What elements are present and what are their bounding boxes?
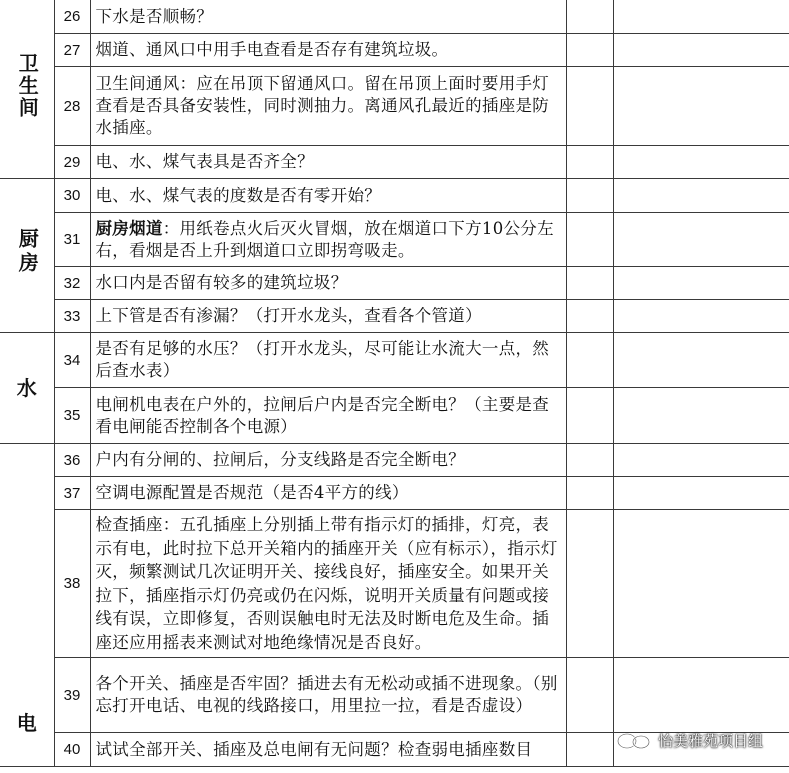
row-number: 40 xyxy=(54,733,90,767)
note-cell[interactable] xyxy=(613,333,789,388)
category-cell-electric xyxy=(0,444,54,767)
row-number: 27 xyxy=(54,34,90,67)
watermark-text: 怡美雅苑项目组 xyxy=(657,732,763,750)
row-number: 26 xyxy=(54,0,90,34)
note-cell[interactable] xyxy=(613,67,789,146)
row-number: 36 xyxy=(54,444,90,477)
row-description: 水口内是否留有较多的建筑垃圾？ xyxy=(90,267,566,300)
row-description: 上下管是否有渗漏？（打开水龙头，查看各个管道） xyxy=(90,300,566,333)
note-cell[interactable] xyxy=(613,658,789,733)
note-cell[interactable] xyxy=(613,179,789,213)
row-description: 卫生间通风：应在吊顶下留通风口。留在吊顶上面时要用手灯查看是否具备安装性，同时测抽力。离通风孔最近的插座是防水插座。 xyxy=(90,67,566,146)
row-description xyxy=(90,213,566,267)
check-cell[interactable] xyxy=(566,267,613,300)
table-row xyxy=(0,0,789,34)
category-label: 水 xyxy=(16,375,37,400)
table-row xyxy=(0,179,789,213)
row-description: 是否有足够的水压？（打开水龙头，尽可能让水流大一点，然后查水表） xyxy=(90,333,566,388)
table-row xyxy=(0,213,789,267)
row-description: 电闸机电表在户外的，拉闸后户内是否完全断电？（主要是查看电闸能否控制各个电源） xyxy=(90,388,566,444)
category-cell-water xyxy=(0,333,54,444)
note-cell[interactable] xyxy=(613,510,789,658)
row-description: 空调电源配置是否规范（是否4平方的线） xyxy=(90,477,566,510)
row-number: 28 xyxy=(54,67,90,146)
check-cell[interactable] xyxy=(566,444,613,477)
check-cell[interactable] xyxy=(566,733,613,767)
note-cell[interactable] xyxy=(613,477,789,510)
check-cell[interactable] xyxy=(566,333,613,388)
check-cell[interactable] xyxy=(566,179,613,213)
row-number: 29 xyxy=(54,146,90,179)
category-label: 厨房 xyxy=(15,228,40,276)
note-cell[interactable] xyxy=(613,388,789,444)
note-cell[interactable] xyxy=(613,34,789,67)
table-row xyxy=(0,444,789,477)
row-number: 32 xyxy=(54,267,90,300)
table-row xyxy=(0,477,789,510)
row-number: 37 xyxy=(54,477,90,510)
table-row xyxy=(0,300,789,333)
row-number: 35 xyxy=(54,388,90,444)
category-cell-kitchen xyxy=(0,179,54,333)
row-description: 下水是否顺畅？ xyxy=(90,0,566,34)
row-number: 38 xyxy=(54,510,90,658)
row-number: 34 xyxy=(54,333,90,388)
table-row xyxy=(0,658,789,733)
check-cell[interactable] xyxy=(566,34,613,67)
row-description: 电、水、煤气表具是否齐全？ xyxy=(90,146,566,179)
check-cell[interactable] xyxy=(566,388,613,444)
row-number: 33 xyxy=(54,300,90,333)
row-description: 电、水、煤气表的度数是否有零开始？ xyxy=(90,179,566,213)
row-description-text: ：用纸卷点火后灭火冒烟，放在烟道口下方10公分左右，看烟是否上升到烟道口立即拐弯吸走。 xyxy=(95,218,554,260)
bold-prefix: 厨房烟道 xyxy=(95,218,163,238)
row-number: 30 xyxy=(54,179,90,213)
row-number: 31 xyxy=(54,213,90,267)
table-row xyxy=(0,510,789,658)
check-cell[interactable] xyxy=(566,146,613,179)
category-label: 电 xyxy=(16,710,37,735)
table-row xyxy=(0,388,789,444)
row-description: 检查插座：五孔插座上分别插上带有指示灯的插排，灯亮，表示有电，此时拉下总开关箱内的插座开关（应有标示），指示灯灭，频繁测试几次证明开关、接线良好，插座安全。如果开关拉下，插座指示灯仍亮或仍在闪烁，说明开关质量有问题或接线有误，立即修复，否则误触电时无法及时断电危及生命。插座还应用摇表来测试对地绝缘情况是否良好。 xyxy=(90,510,566,658)
check-cell[interactable] xyxy=(566,213,613,267)
category-label: 卫生间 xyxy=(15,52,40,119)
check-cell[interactable] xyxy=(566,477,613,510)
row-description: 烟道、通风口中用手电查看是否存有建筑垃圾。 xyxy=(90,34,566,67)
row-description: 各个开关、插座是否牢固？插进去有无松动或插不进现象。（别忘打开电话、电视的线路接口，用里拉一拉，看是否虚设） xyxy=(90,658,566,733)
check-cell[interactable] xyxy=(566,67,613,146)
row-description: 户内有分闸的、拉闸后，分支线路是否完全断电？ xyxy=(90,444,566,477)
note-cell[interactable] xyxy=(613,444,789,477)
wechat-logo-icon xyxy=(616,732,652,750)
note-cell[interactable] xyxy=(613,0,789,34)
table-row xyxy=(0,67,789,146)
table-row xyxy=(0,333,789,388)
table-row xyxy=(0,267,789,300)
check-cell[interactable] xyxy=(566,300,613,333)
row-description: 试试全部开关、插座及总电闸有无问题？检查弱电插座数目 xyxy=(90,733,566,767)
check-cell[interactable] xyxy=(566,658,613,733)
note-cell[interactable] xyxy=(613,267,789,300)
note-cell[interactable] xyxy=(613,300,789,333)
check-cell[interactable] xyxy=(566,0,613,34)
row-number: 39 xyxy=(54,658,90,733)
note-cell[interactable] xyxy=(613,213,789,267)
category-cell-bathroom xyxy=(0,0,54,179)
watermark xyxy=(616,730,763,751)
note-cell[interactable] xyxy=(613,146,789,179)
table-row xyxy=(0,34,789,67)
table-row xyxy=(0,146,789,179)
check-cell[interactable] xyxy=(566,510,613,658)
